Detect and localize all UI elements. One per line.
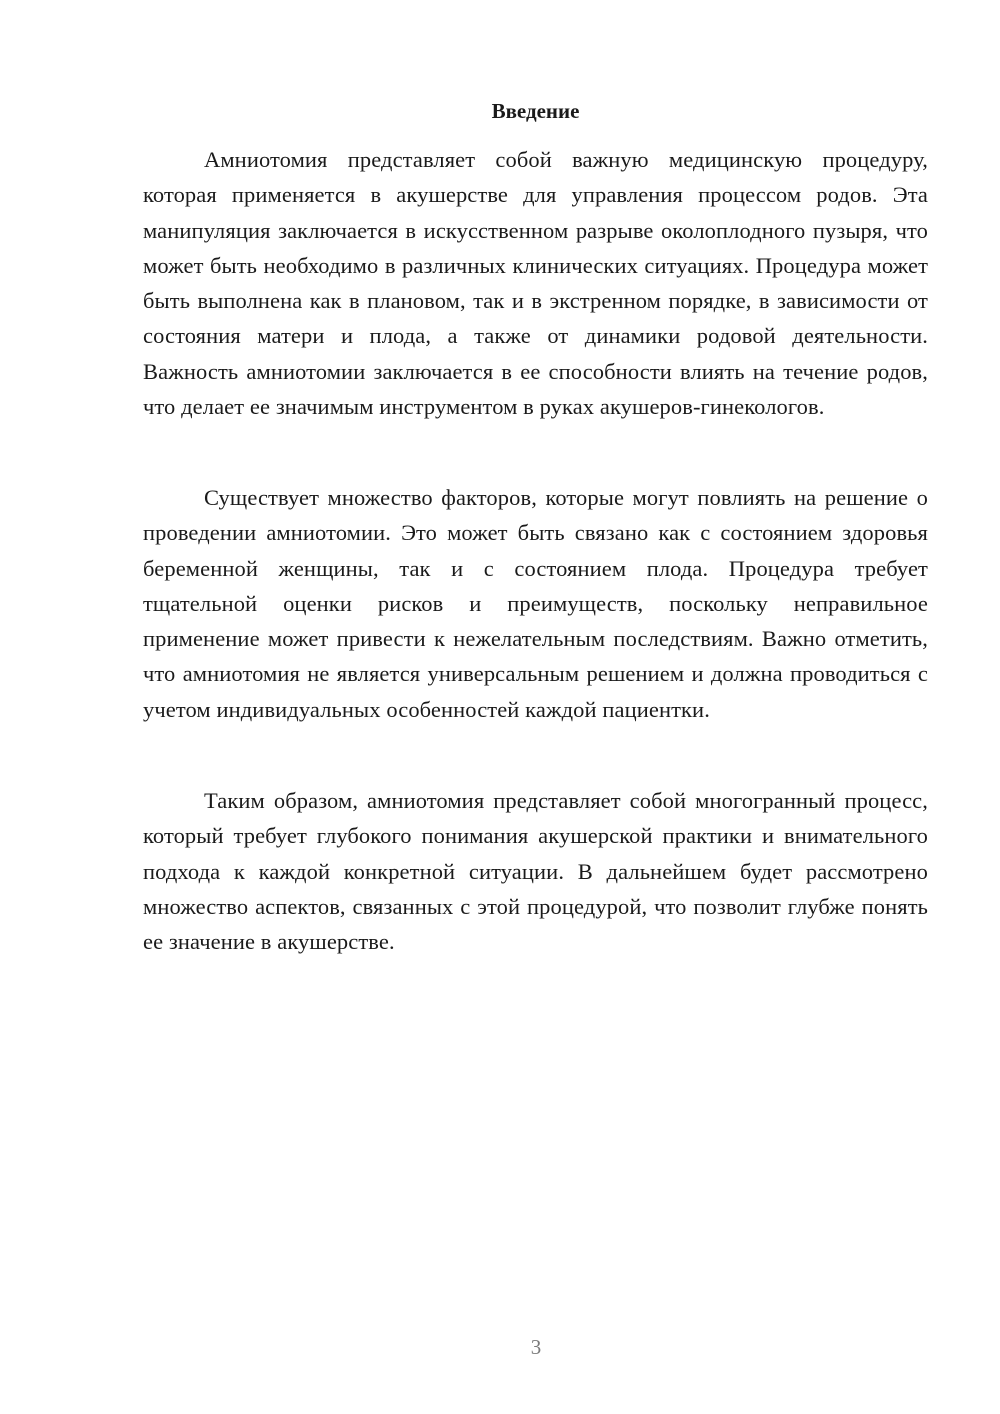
paragraph-1: Амниотомия представляет собой важную медицинскую процедуру, которая применяется в акушерстве для управления процессом родов. Эта манипуляция заключается в искусственном разрыве околоплодного пузыря, что может быть необходимо в различных клинических ситуациях. Процедура может быть выполнена как в плановом, так и в экстренном порядке, в зависимости от состояния матери и плода, а также от динамики родовой деятельности. Важность амниотомии заключается в ее способности влиять на течение родов, что делает ее значимым инструментом в руках акушеров-гинекологов.	[143, 147, 928, 420]
paragraph-3: Таким образом, амниотомия представляет собой многогранный процесс, который требует глубокого понимания акушерской практики и внимательного подхода к каждой конкретной ситуации. В дальнейшем будет рассмотрено множество аспектов, связанных с этой процедурой, что позволит глубже понять ее значение в акушерстве.	[143, 788, 928, 955]
page-number: 3	[530, 1335, 542, 1359]
paragraph-2: Существует множество факторов, которые могут повлиять на решение о проведении амниотомии. Это может быть связано как с состоянием здоровья беременной женщины, так и с состоянием плода. Процедура требует тщательной оценки рисков и преимуществ, поскольку неправильное применение может привести к нежелательным последствиям. Важно отметить, что амниотомия не является универсальным решением и должна проводиться с учетом индивидуальных особенностей каждой пациентки.	[143, 485, 928, 722]
section-heading: Введение	[491, 99, 580, 123]
